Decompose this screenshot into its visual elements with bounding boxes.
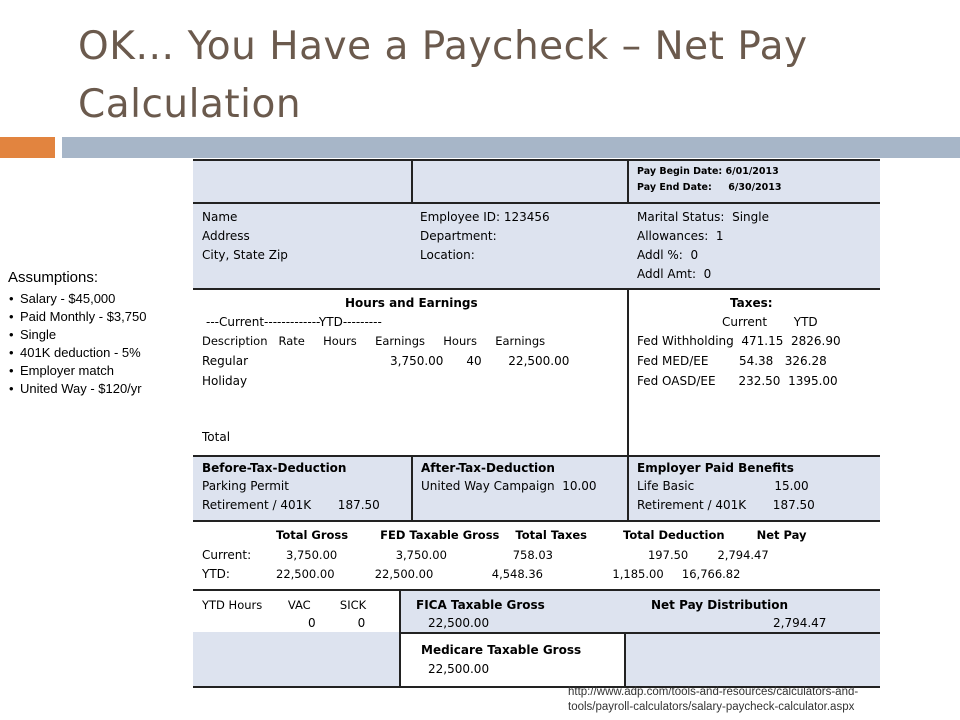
assumption-item: • Employer match [8,362,146,380]
totals-header: Total Gross FED Taxable Gross Total Taxes Total Deduction Net Pay [276,528,807,542]
marital-status: Marital Status: Single [637,210,769,224]
source-url-line[interactable]: tools/payroll-calculators/salary-paycheck-calculator.aspx [568,701,855,713]
medicare-heading: Medicare Taxable Gross [421,643,582,657]
divider [624,632,626,687]
department: Department: [420,229,497,243]
tax-row: Fed OASD/EE 232.50 1395.00 [637,374,838,388]
employer-row: Life Basic 15.00 [637,479,809,493]
net-dist-heading: Net Pay Distribution [651,598,789,612]
regular-label: Regular [202,354,249,368]
assumption-item: • Paid Monthly - $3,750 [8,308,146,326]
before-tax-heading: Before-Tax-Deduction [202,461,347,475]
divider [627,160,629,203]
taxes-heading: Taxes: [730,296,773,310]
slide-title: OK… You Have a Paycheck – Net Pay Calculation [78,24,808,127]
regular-values: 3,750.00 40 22,500.00 [390,354,570,368]
assumption-item: • United Way - $120/yr [8,380,146,398]
assumptions-heading: Assumptions: [8,269,99,286]
allowances: Allowances: 1 [637,229,724,243]
hours-subheading: ---Current-------------YTD--------- [206,315,382,329]
assumption-item: • 401K deduction - 5% [8,344,146,362]
accent-bar-orange [0,137,55,158]
pay-end-date: Pay End Date: 6/30/2013 [637,182,782,193]
divider [411,160,413,203]
fica-heading: FICA Taxable Gross [416,598,545,612]
rule [193,288,880,290]
employer-row: Retirement / 401K 187.50 [637,498,815,512]
tax-row: Fed Withholding 471.15 2826.90 [637,334,841,348]
rule [193,520,880,522]
after-tax-row: United Way Campaign 10.00 [421,479,597,493]
empty-cell-bg-right [625,632,880,686]
employee-id: Employee ID: 123456 [420,210,550,224]
location: Location: [420,248,475,262]
source-url-line[interactable]: http://www.adp.com/tools-and-resources/calculators-and- [568,686,859,698]
ytd-hours-header: YTD Hours VAC SICK [202,598,367,612]
before-tax-row: Parking Permit [202,479,289,493]
divider [399,590,401,687]
rule [193,589,880,591]
hours-heading: Hours and Earnings [345,296,478,310]
divider [627,456,629,520]
empty-cell-bg [193,632,400,686]
pay-begin-date: Pay Begin Date: 6/01/2013 [637,166,779,177]
city-line: City, State Zip [202,248,288,262]
name-line: Name [202,210,238,224]
before-tax-row: Retirement / 401K 187.50 [202,498,380,512]
assumptions-list [8,290,146,398]
source-url[interactable] [568,685,858,715]
rule-top [193,159,880,161]
address-line: Address [202,229,250,243]
tax-row: Fed MED/EE 54.38 326.28 [637,354,827,368]
accent-bar-blue [62,137,960,158]
assumptions-panel [8,269,146,398]
rule [193,202,880,204]
addl-amount: Addl Amt: 0 [637,267,712,281]
assumption-item: • Single [8,326,146,344]
after-tax-heading: After-Tax-Deduction [421,461,555,475]
fica-value: 22,500.00 [428,616,490,630]
divider [411,456,413,520]
assumption-item: • Salary - $45,000 [8,290,146,308]
taxes-columns: Current YTD [722,315,818,329]
rule [193,455,880,457]
ytd-label: YTD: [202,567,230,581]
hours-columns: Description Rate Hours Earnings Hours Earnings [202,334,546,348]
net-dist-value: 2,794.47 [773,616,827,630]
current-values: 3,750.00 3,750.00 758.03 197.50 2,794.47 [286,548,769,562]
employer-heading: Employer Paid Benefits [637,461,794,475]
ytd-values: 22,500.00 22,500.00 4,548.36 1,185.00 16,766.82 [276,567,741,581]
divider [627,290,629,455]
medicare-value: 22,500.00 [428,662,490,676]
addl-percent: Addl %: 0 [637,248,699,262]
total-label: Total [202,430,231,444]
current-label: Current: [202,548,252,562]
ytd-hours-values: 0 0 [308,616,366,630]
holiday-label: Holiday [202,374,248,388]
